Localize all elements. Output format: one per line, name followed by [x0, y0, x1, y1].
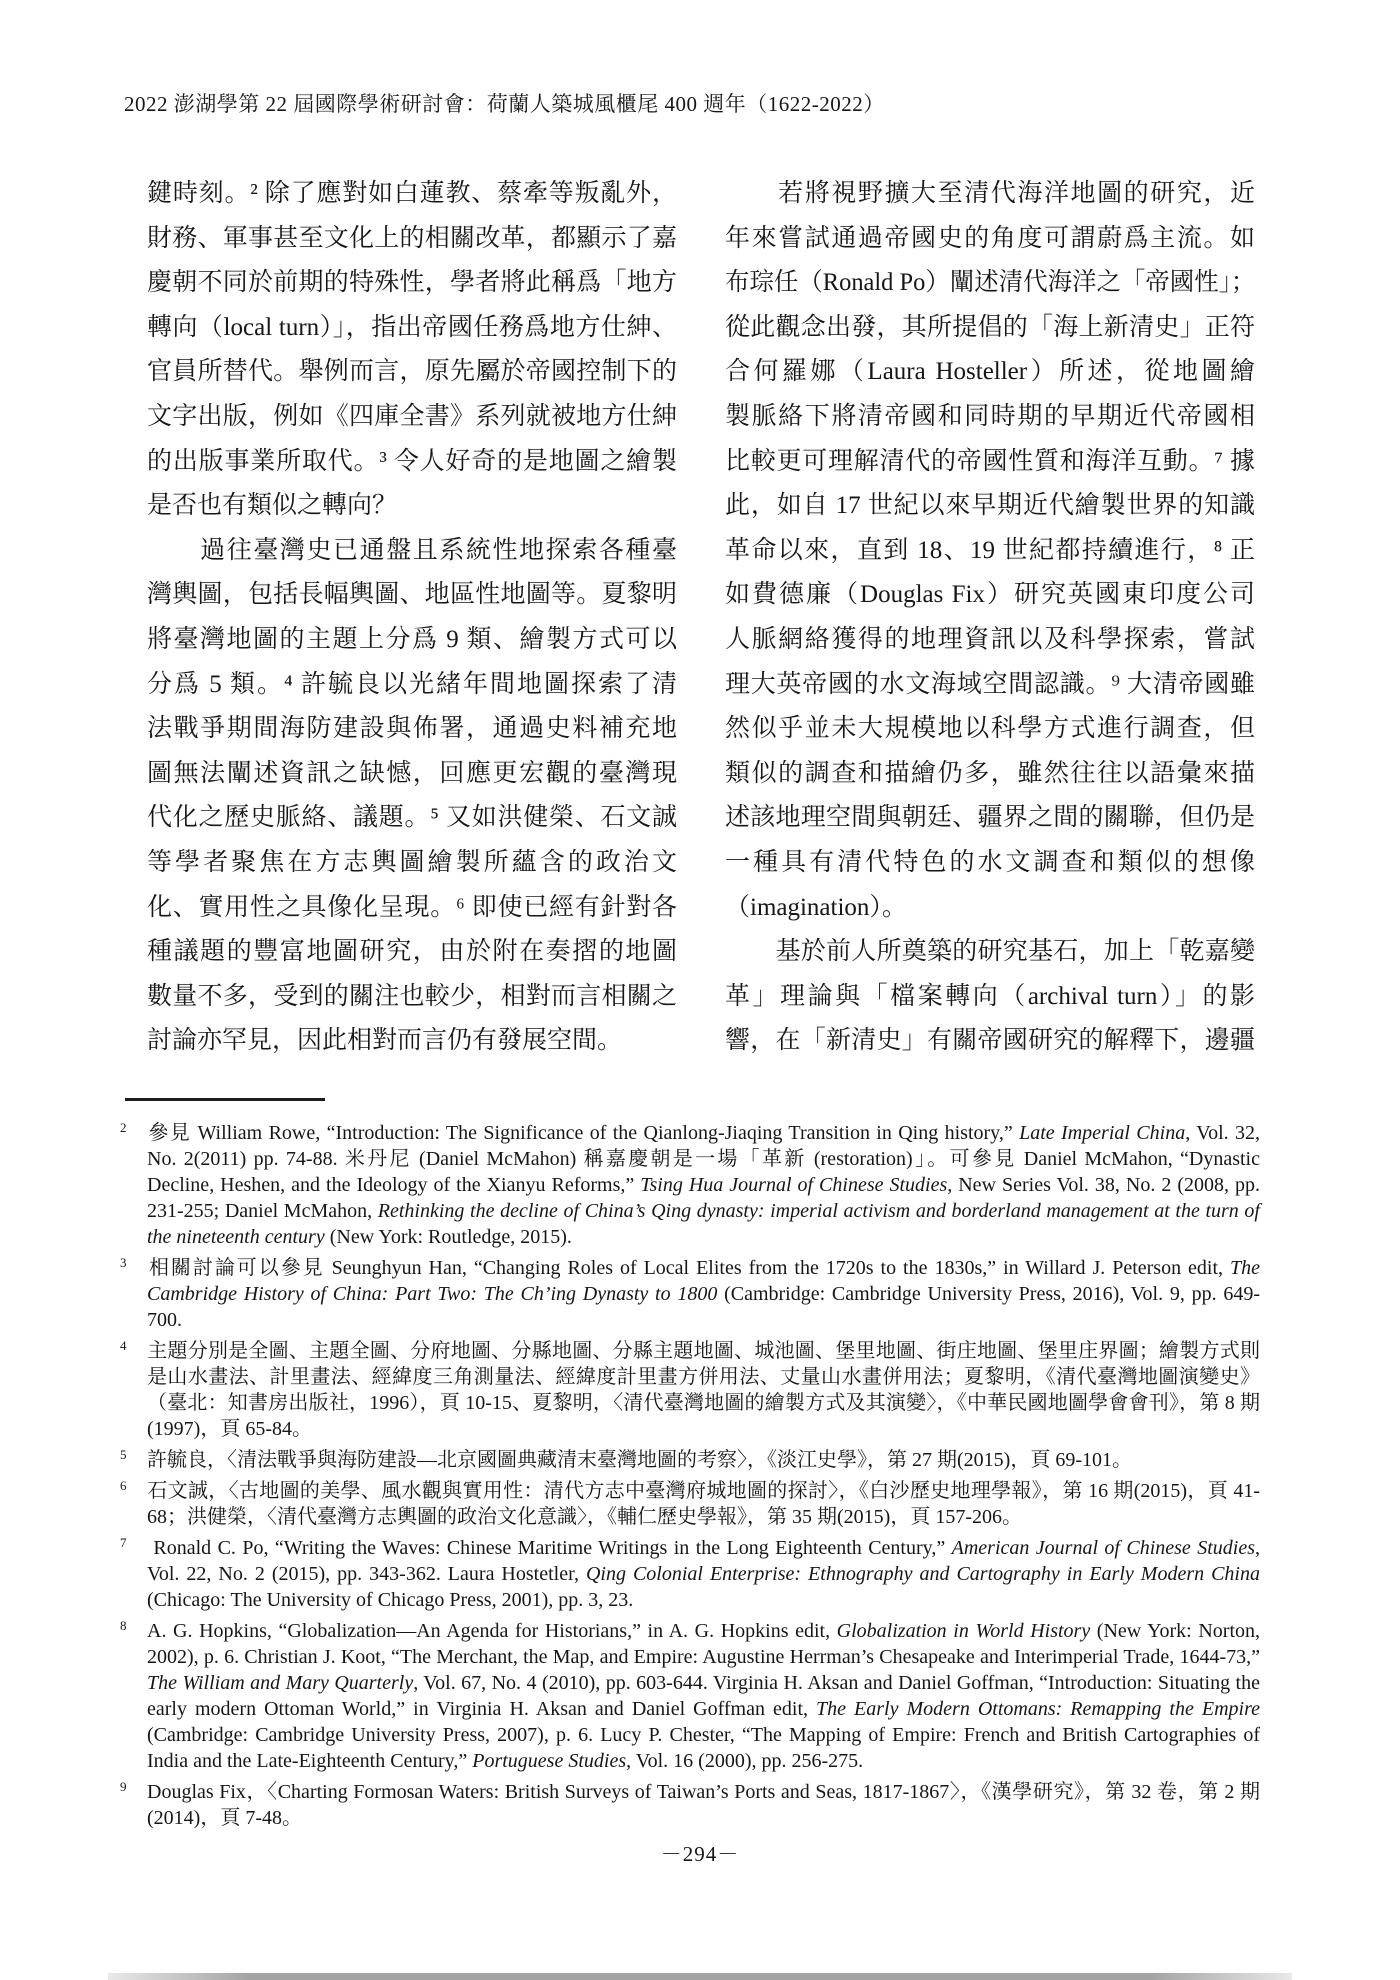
text-line: 如費德廉（Douglas Fix）研究英國東印度公司 [725, 581, 1255, 609]
footnote-text: (Chicago: The University of Chicago Press, 2001), pp. 3, 23. [147, 1589, 634, 1611]
footnote-text-italic: Late Imperial China [1019, 1122, 1186, 1144]
page-bottom-edge [108, 1973, 1292, 1980]
footnote-text: 相關討論可以參見 Seunghyun Han, “Changing Roles of Local Elites from the 1720s to the 1830s,” in Willard J. Peterson edit, [147, 1257, 1230, 1279]
footnote-text-italic: The Early Modern Ottomans: Remapping the Empire [816, 1698, 1261, 1720]
footnote-text-italic: Qing Colonial Enterprise: Ethnography and Cartography in Early Modern China [585, 1563, 1260, 1585]
text-line: 轉向（local turn）」，指出帝國任務爲地方仕紳、 [147, 313, 677, 341]
footnote-separator [125, 1098, 325, 1101]
footnote-text: , Vol. 16 (2000), pp. 256-275. [626, 1750, 864, 1772]
footnote-number: 7 [120, 1535, 127, 1550]
text-line: 然似乎並未大規模地以科學方式進行調查，但 [725, 715, 1255, 743]
footnote-text: 石文誠，〈古地圖的美學、風水觀與實用性：清代方志中臺灣府城地圖的探討〉，《白沙歷史地理學報》，第 16 期(2015)，頁 41-68；洪健榮，〈清代臺灣方志輿圖的政治文化意識〉，《輔仁歷史學報》，第 35 期(2015)，頁 157-206。 [147, 1480, 1260, 1528]
text-line: 人脈網絡獲得的地理資訊以及科學探索，嘗試 [725, 625, 1255, 653]
text-line: 官員所替代。舉例而言，原先屬於帝國控制下的 [147, 358, 677, 386]
footnote-text: A. G. Hopkins, “Globalization—An Agenda for Historians,” in A. G. Hopkins edit, [147, 1620, 837, 1642]
footnote-number: 4 [120, 1338, 127, 1353]
footnote-text: , Vol. 22, No. 2 (2015), pp. 343-362. Laura Hostetler, [147, 1537, 1260, 1585]
text-line: 布琮任（Ronald Po）闡述清代海洋之「帝國性」； [725, 269, 1256, 297]
footnote [120, 1442, 1260, 1473]
text-line: 比較更可理解清代的帝國性質和海洋互動。⁷ 據 [725, 447, 1255, 475]
footnote-text-italic: American Journal of Chinese Studies [951, 1537, 1255, 1559]
footnote [120, 1530, 1260, 1613]
text-line: 理大英帝國的水文海域空間認識。⁹ 大清帝國雖 [725, 670, 1255, 698]
text-line: 鍵時刻。² 除了應對如白蓮教、蔡牽等叛亂外， [147, 180, 677, 207]
text-line: 將臺灣地圖的主題上分爲 9 類、繪製方式可以 [147, 625, 677, 653]
text-line: 基於前人所奠築的研究基石，加上「乾嘉變 [725, 938, 1255, 966]
text-line: 若將視野擴大至清代海洋地圖的研究，近 [725, 180, 1255, 207]
text-line: 年來嘗試通過帝國史的角度可謂蔚爲主流。如 [725, 224, 1255, 252]
footnote-text: Douglas Fix，〈Charting Formosan Waters: British Surveys of Taiwan’s Ports and Seas, 1817-1867〉，《漢學研究》，第 32 卷，第 2 期(2014)，頁 7-48。 [147, 1781, 1260, 1829]
footnote-text-italic: Globalization in World History [836, 1620, 1091, 1642]
text-line: 法戰爭期間海防建設與佈署，通過史料補充地 [147, 715, 677, 743]
footnote-text-italic: Portuguese Studies [472, 1750, 627, 1772]
footnote-text: (Cambridge: Cambridge University Press, 2016), Vol. 9, pp. 649-700. [147, 1283, 1260, 1331]
text-line: 化、實用性之具像化呈現。⁶ 即使已經有針對各 [147, 893, 677, 921]
footnote-text: Ronald C. Po, “Writing the Waves: Chinese Maritime Writings in the Long Eighteenth Century,” [147, 1537, 952, 1559]
footnote-list [120, 1115, 1260, 1831]
running-head: 2022 澎湖學第 22 屆國際學術研討會：荷蘭人築城風櫃尾 400 週年（1622-2022） [124, 92, 885, 116]
footnote-text: (New York: Norton, 2002), p. 6. Christian J. Koot, “The Merchant, the Map, and Empire: Augustine Herrman’s Chesapeake and Interimperial Trade, 1644-73,” [147, 1620, 1261, 1668]
footnote-text: , Vol. 32, No. 2(2011) pp. 74-88. 米丹尼 (Daniel McMahon) 稱嘉慶朝是一場「革新 (restoration)」。可參見 Daniel McMahon, “Dynastic Decline, Heshen, and the Ideology of the Xianyu Reforms,” [147, 1122, 1261, 1196]
footnote-number: 9 [120, 1779, 127, 1794]
footnote-text: (Cambridge: Cambridge University Press, 2007), p. 6. Lucy P. Chester, “The Mapping of Empire: French and British Cartographies of India and the Late-Eighteenth Century,” [147, 1724, 1260, 1772]
text-line: 灣輿圖，包括長幅輿圖、地區性地圖等。夏黎明 [147, 581, 677, 609]
footnote-text-italic: The Cambridge History of China: Part Two: The Ch’ing Dynasty to 1800 [147, 1257, 1260, 1305]
footnote [120, 1774, 1260, 1831]
text-line: 響，在「新清史」有關帝國研究的解釋下，邊疆 [725, 1027, 1255, 1055]
footnote-text: 參見 William Rowe, “Introduction: The Significance of the Qianlong-Jiaqing Transition in Qing history,” [147, 1122, 1020, 1144]
text-line: 種議題的豐富地圖研究，由於附在奏摺的地圖 [147, 938, 677, 966]
body-column-right [725, 172, 1255, 1064]
footnote [120, 1115, 1260, 1250]
text-line: 等學者聚焦在方志輿圖繪製所蘊含的政治文 [147, 848, 677, 876]
footnote [120, 1333, 1260, 1442]
text-line: 慶朝不同於前期的特殊性，學者將此稱爲「地方 [147, 269, 677, 297]
footnote-number: 8 [120, 1618, 127, 1633]
footnote-text: (New York: Routledge, 2015). [324, 1226, 572, 1248]
text-line: 製脈絡下將清帝國和同時期的早期近代帝國相 [725, 402, 1255, 430]
text-line: 數量不多，受到的關注也較少，相對而言相關之 [147, 982, 677, 1010]
footnote-text: 許毓良，〈清法戰爭與海防建設—北京國圖典藏清末臺灣地圖的考察〉，《淡江史學》，第 27 期(2015)，頁 69-101。 [147, 1449, 1132, 1471]
text-line: 此，如自 17 世紀以來早期近代繪製世界的知識 [725, 492, 1255, 520]
text-line: 文字出版，例如《四庫全書》系列就被地方仕紳 [147, 402, 677, 430]
footnote-text-italic: Rethinking the decline of China’s Qing dynasty: imperial activism and borderland management at the turn of the nineteenth century [147, 1200, 1260, 1248]
text-line: 的出版事業所取代。³ 令人好奇的是地圖之繪製 [147, 447, 677, 475]
footnote-number: 2 [120, 1120, 127, 1135]
footnote-text-italic: The William and Mary Quarterly [147, 1672, 414, 1694]
footnotes-section [120, 1098, 1260, 1831]
footnote [120, 1613, 1260, 1774]
text-line: 一種具有清代特色的水文調查和類似的想像 [725, 848, 1255, 876]
text-line: 從此觀念出發，其所提倡的「海上新清史」正符 [725, 313, 1255, 341]
page-number: －294－ [660, 1842, 740, 1866]
text-line: 類似的調查和描繪仍多，雖然往往以語彙來描 [725, 759, 1255, 787]
text-line: 合何羅娜（Laura Hosteller）所述，從地圖繪 [725, 358, 1255, 386]
footnote-text-italic: Tsing Hua Journal of Chinese Studies [640, 1174, 948, 1196]
footnote-number: 6 [120, 1478, 127, 1493]
footnote-text: , Vol. 67, No. 4 (2010), pp. 603-644. Virginia H. Aksan and Daniel Goffman, “Introduction: Situating the early modern Ottoman World,” in Virginia H. Aksan and Daniel Goffman edit, [147, 1672, 1260, 1720]
text-line: 分爲 5 類。⁴ 許毓良以光緒年間地圖探索了清 [147, 670, 677, 698]
text-line: 革」理論與「檔案轉向（archival turn）」的影 [725, 982, 1255, 1010]
footnote [120, 1473, 1260, 1530]
footnote [120, 1250, 1260, 1333]
footnote-number: 3 [120, 1255, 127, 1270]
body-column-left [147, 172, 677, 1064]
footnote-text: 主題分別是全圖、主題全圖、分府地圖、分縣地圖、分縣主題地圖、城池圖、堡里地圖、街庄地圖、堡里庄界圖；繪製方式則是山水畫法、計里畫法、經緯度三角測量法、經緯度計里畫方併用法、丈量山水畫併用法；夏黎明，《清代臺灣地圖演變史》（臺北：知書房出版社，1996），頁 10-15、夏黎明，〈清代臺灣地圖的繪製方式及其演變〉，《中華民國地圖學會會刊》，第 8 期(1997)，頁 65-84。 [147, 1340, 1260, 1440]
text-line: 代化之歷史脈絡、議題。⁵ 又如洪健榮、石文誠 [147, 804, 677, 832]
text-line: 圖無法闡述資訊之缺憾，回應更宏觀的臺灣現 [147, 759, 677, 787]
text-line: 是否也有類似之轉向？ [147, 492, 398, 520]
text-line: （imagination）。 [725, 893, 907, 921]
text-line: 過往臺灣史已通盤且系統性地探索各種臺 [147, 536, 677, 564]
text-line: 討論亦罕見，因此相對而言仍有發展空間。 [147, 1027, 623, 1055]
footnote-text: , New Series Vol. 38, No. 2 (2008, pp. 231-255; Daniel McMahon, [147, 1174, 1260, 1222]
footnote-number: 5 [120, 1447, 127, 1462]
text-line: 述該地理空間與朝廷、疆界之間的關聯，但仍是 [725, 804, 1255, 832]
text-line: 財務、軍事甚至文化上的相關改革，都顯示了嘉 [147, 224, 677, 252]
text-line: 革命以來，直到 18、19 世紀都持續進行，⁸ 正 [725, 536, 1255, 564]
